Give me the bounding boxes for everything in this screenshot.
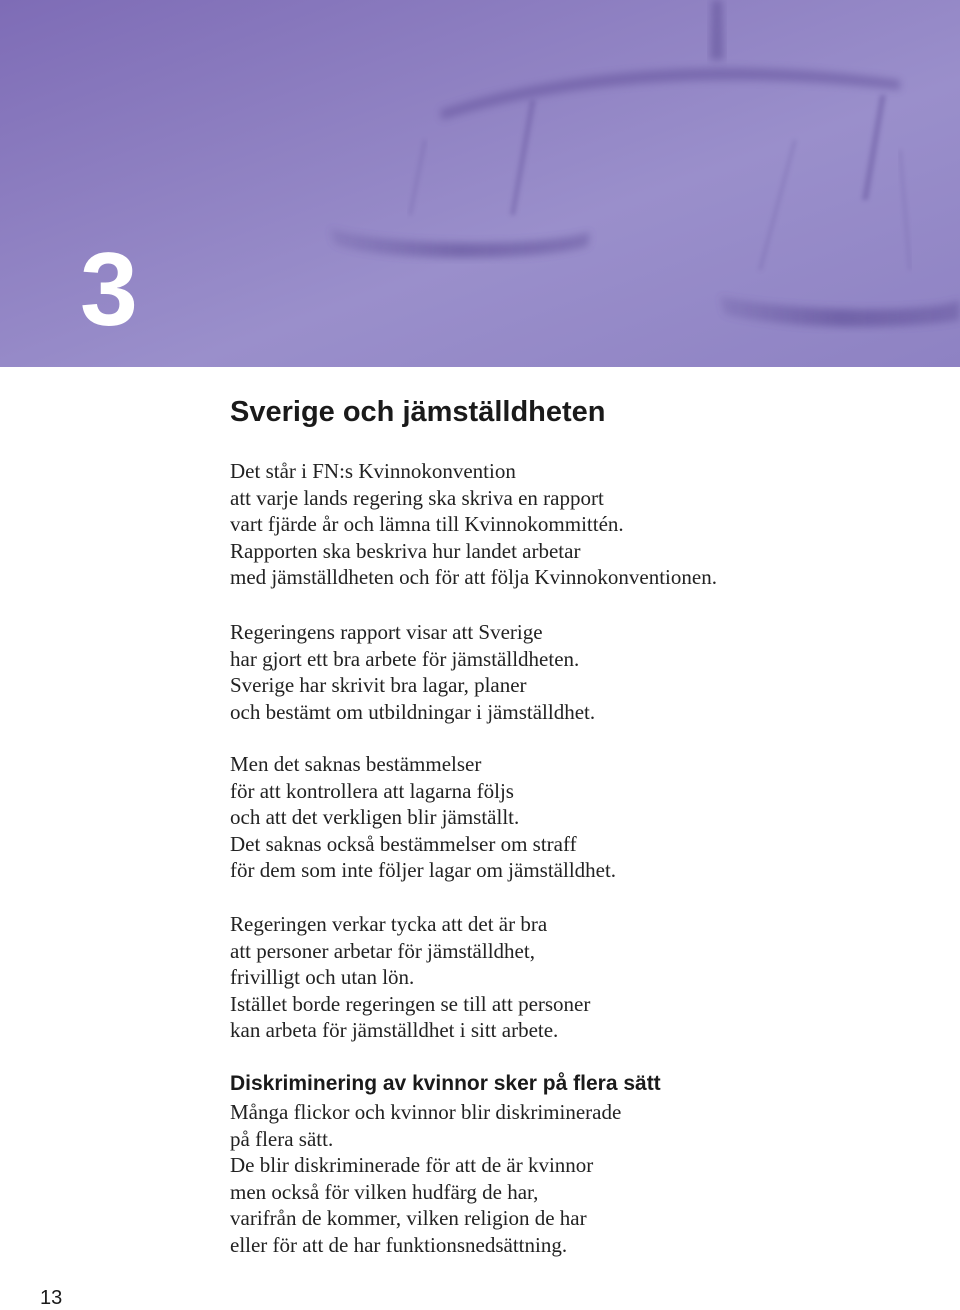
text-line: varifrån de kommer, vilken religion de har [230,1206,587,1231]
text-line: Regeringen verkar tycka att det är bra [230,912,548,936]
text-line: vart fjärde år och lämna till Kvinnokommittén. [230,512,624,537]
paragraph-convention-report [230,458,717,591]
text-line: kan arbeta för jämställdhet i sitt arbete. [230,1018,559,1043]
text-line: Sverige har skrivit bra lagar, planer [230,673,527,698]
text-line: för att kontrollera att lagarna följs [230,778,514,803]
chapter-banner [0,0,960,367]
text-line: och att det verkligen blir jämställt. [230,805,520,830]
text-line: för dem som inte följer lagar om jämställdhet. [230,858,617,883]
balance-scale-icon [0,0,960,367]
text-line: Det står i FN:s Kvinnokonvention [230,459,516,483]
page-number: 13 [40,1287,63,1309]
chapter-title: Sverige och jämställdheten [230,396,606,428]
text-line: Många flickor och kvinnor blir diskriminerade [230,1100,622,1124]
paragraph-voluntary-work [230,911,590,1044]
text-line: med jämställdheten och för att följa Kvinnokonventionen. [230,565,717,590]
section-heading: Diskriminering av kvinnor sker på flera sätt [230,1072,661,1095]
text-line: Istället borde regeringen se till att personer [230,991,591,1016]
text-line: men också för vilken hudfärg de har, [230,1179,539,1204]
text-line: Men det saknas bestämmelser [230,752,482,776]
paragraph-government-report [230,619,595,725]
text-line: och bestämt om utbildningar i jämställdhet. [230,699,596,724]
text-line: De blir diskriminerade för att de är kvinnor [230,1153,594,1178]
text-line: att personer arbetar för jämställdhet, [230,938,535,963]
text-line: har gjort ett bra arbete för jämställdheten. [230,646,580,671]
paragraph-discrimination [230,1099,621,1259]
chapter-number: 3 [80,232,136,348]
text-line: frivilligt och utan lön. [230,965,415,990]
text-line: på flera sätt. [230,1126,334,1151]
text-line: Regeringens rapport visar att Sverige [230,620,543,644]
text-line: att varje lands regering ska skriva en rapport [230,485,604,510]
text-line: eller för att de har funktionsnedsättning. [230,1232,568,1257]
text-line: Rapporten ska beskriva hur landet arbetar [230,538,581,563]
paragraph-missing-regulations [230,751,616,884]
text-line: Det saknas också bestämmelser om straff [230,831,577,856]
